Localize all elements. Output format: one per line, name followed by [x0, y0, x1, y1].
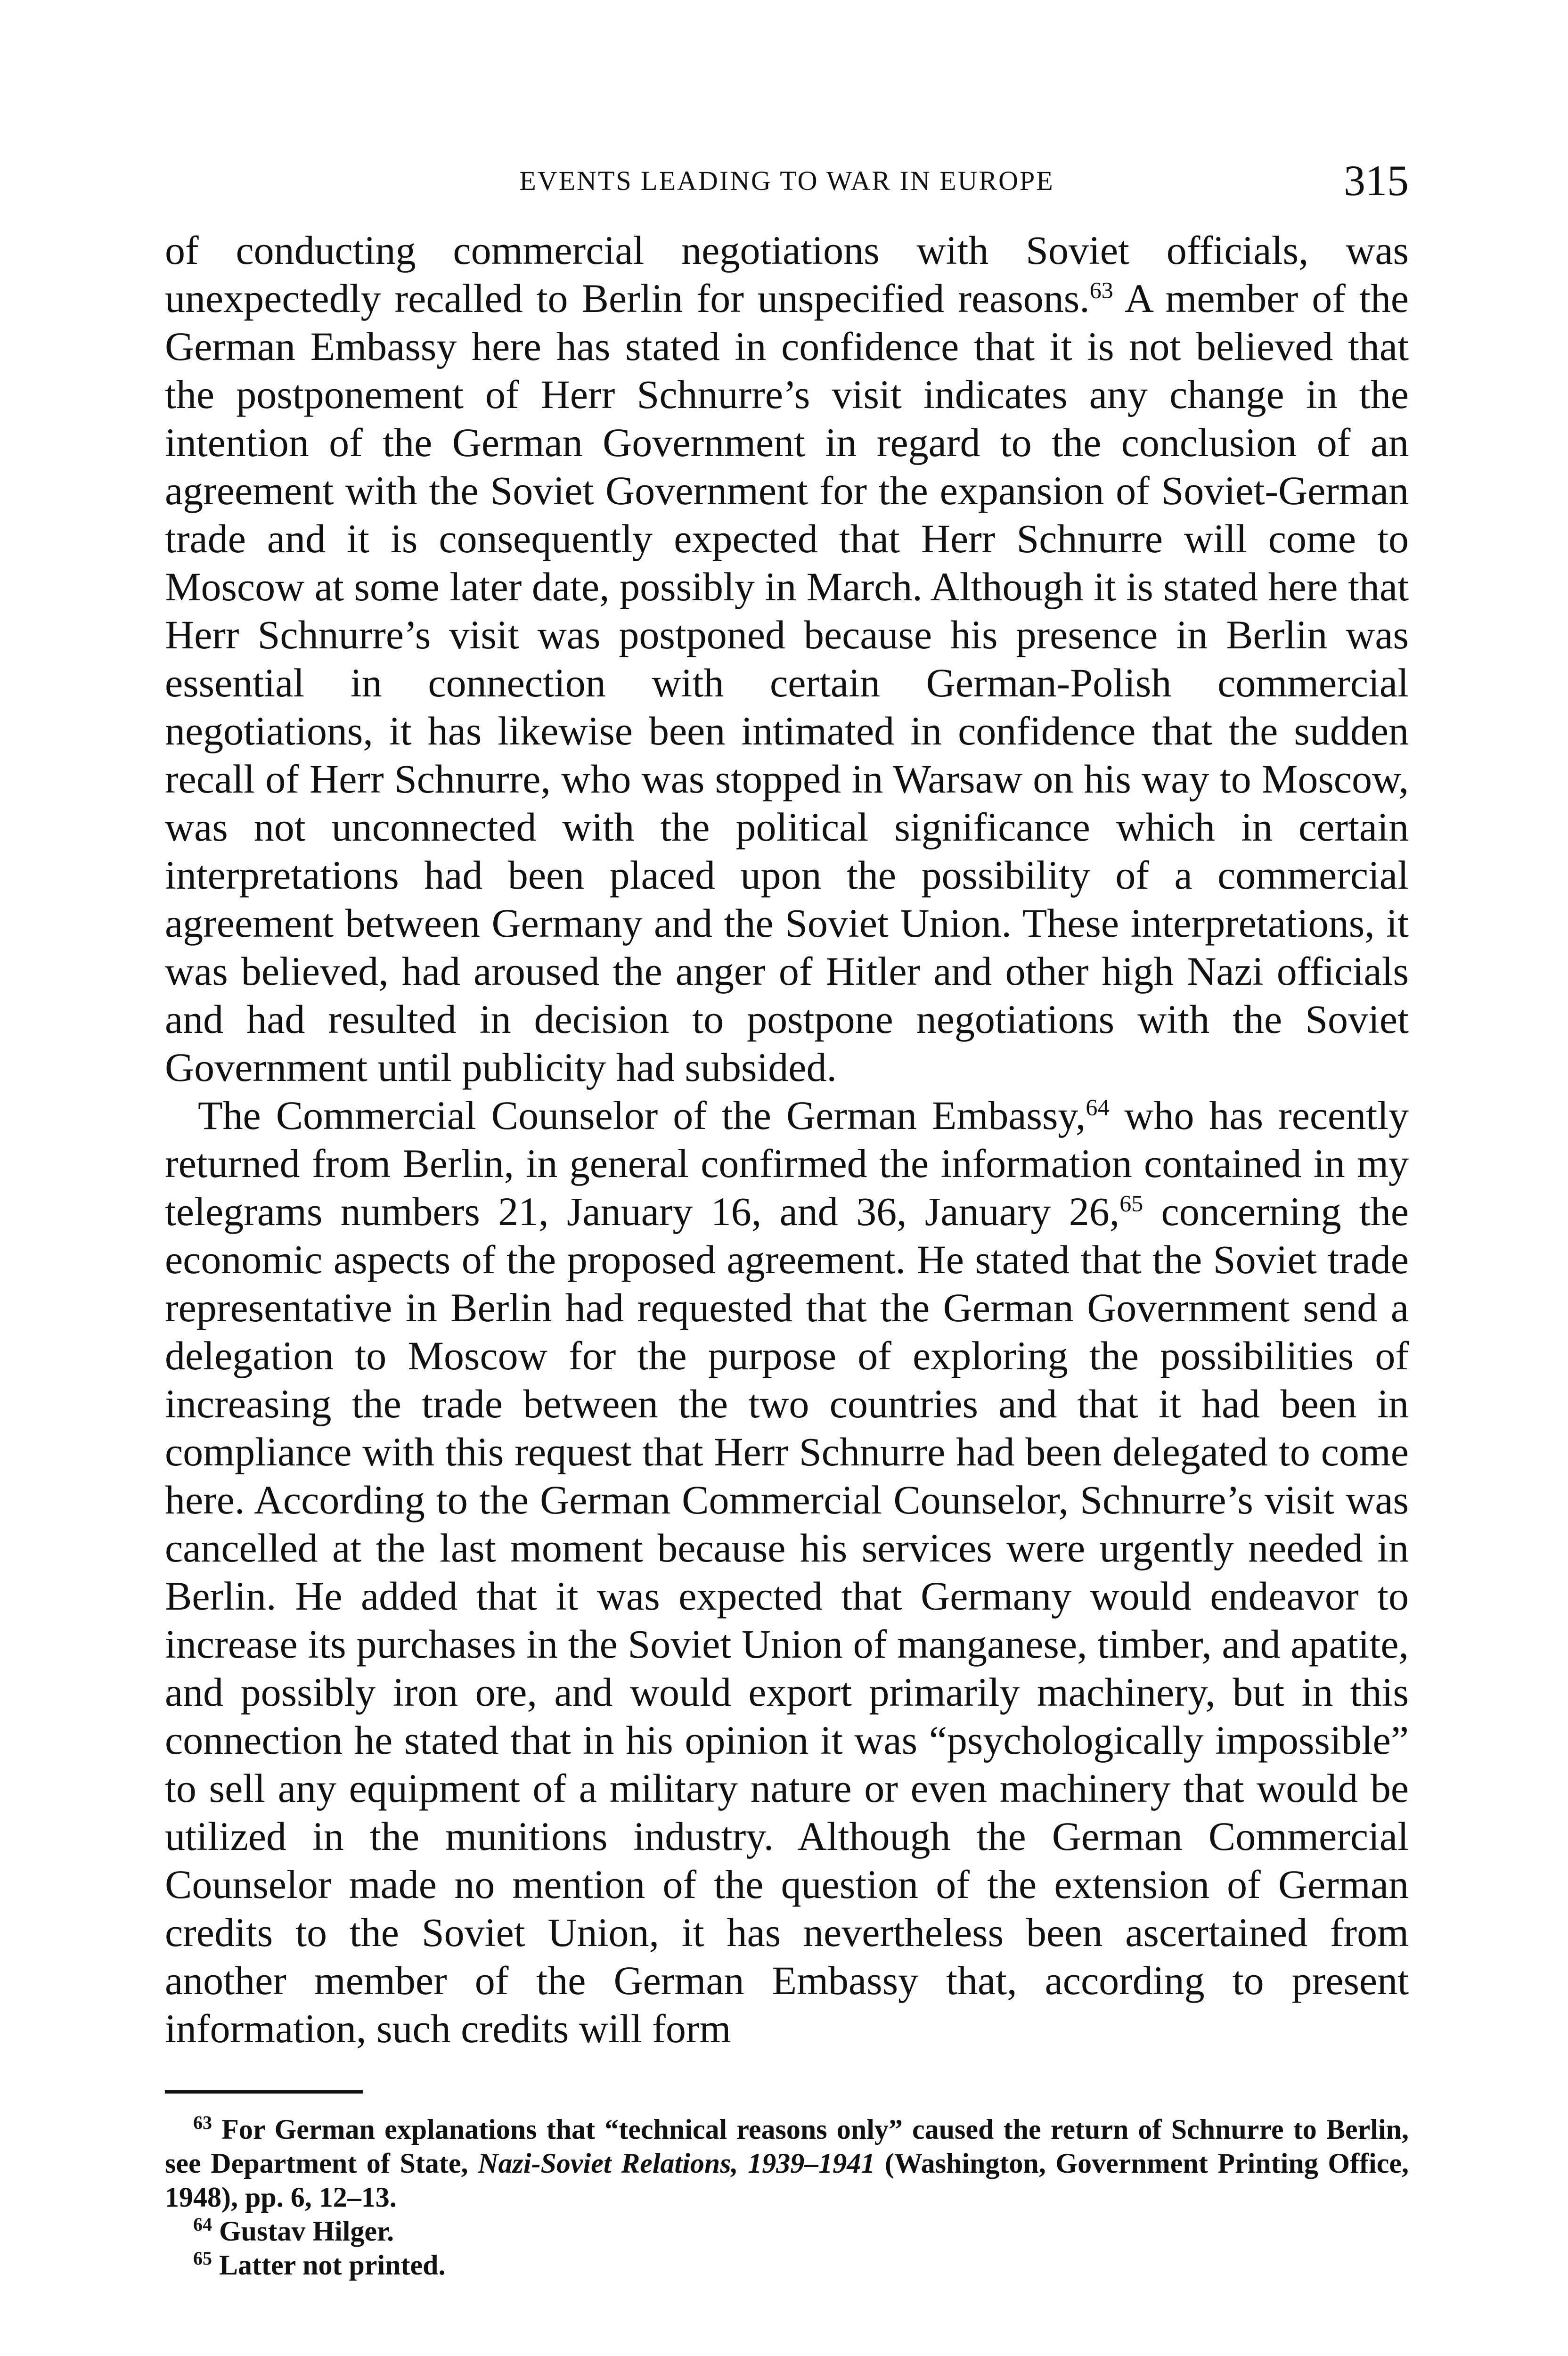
footnote-63-text-a: For German explanations that “technical reasons only” caused the return of Schnurre to Berlin, see Department of State, — [165, 2114, 1409, 2179]
footnote-64-text: Gustav Hilger. — [219, 2216, 394, 2247]
footnote-number-65: 65 — [193, 2248, 212, 2269]
running-title: EVENTS LEADING TO WAR IN EUROPE — [519, 165, 1054, 196]
footnote-63 — [165, 2112, 1409, 2214]
paragraph-2-text-c: concerning the economic aspects of the proposed agreement. He stated that the Soviet trade representative in Berlin had requested that the German Government send a delegation to Moscow for the purpose of exploring the possibilities of increasing the trade between the two countries and that it had been in compliance with this request that Herr Schnurre had been delegated to come here. According to the German Commercial Counselor, Schnurre’s visit was cancelled at the last moment because his services were urgently needed in Berlin. He added that it was expected that Germany would endeavor to increase its purchases in the Soviet Union of manganese, timber, and apatite, and possibly iron ore, and would export primarily machinery, but in this connection he stated that in his opinion it was “psychologically impossible” to sell any equipment of a military nature or even machinery that would be utilized in the munitions industry. Although the German Commercial Counselor made no mention of the question of the extension of German credits to the Soviet Union, it has nevertheless been ascertained from another member of the German Embassy that, according to present information, such credits will form — [165, 1189, 1409, 2051]
paragraph-1-text-a: of conducting commercial negotiations with Soviet officials, was unexpectedly recalled to Berlin for unspecified reasons. — [165, 228, 1409, 321]
footnote-64 — [165, 2214, 1409, 2248]
footnote-ref-64: 64 — [1086, 1094, 1110, 1121]
page-number: 315 — [1344, 156, 1409, 205]
footnote-number-64: 64 — [193, 2214, 212, 2235]
paragraph-1-text-b: A member of the German Embassy here has stated in confidence that it is not believed that the postponement of Herr Schnurre’s visit indicates any change in the intention of the German Government in regard to the conclusion of an agreement with the Soviet Government for the expansion of Soviet-German trade and it is consequently expected that Herr Schnurre will come to Moscow at some later date, possibly in March. Although it is stated here that Herr Schnurre’s visit was postponed because his presence in Berlin was essential in connection with certain German-Polish commercial negotiations, it has likewise been intimated in confidence that the sudden recall of Herr Schnurre, who was stopped in Warsaw on his way to Moscow, was not unconnected with the political significance which in certain interpretations had been placed upon the possibility of a commercial agreement between Germany and the Soviet Union. These interpretations, it was believed, had aroused the anger of Hitler and other high Nazi officials and had resulted in decision to postpone negotiations with the Soviet Government until publicity had subsided. — [165, 276, 1409, 1090]
footnote-63-title: Nazi-Soviet Relations, 1939–1941 — [478, 2148, 875, 2179]
paragraph-1 — [165, 226, 1409, 1091]
running-header — [165, 155, 1409, 212]
document-page — [165, 155, 1409, 2282]
paragraph-2-text-a: The Commercial Counselor of the German Embassy, — [198, 1093, 1086, 1138]
footnote-65-text: Latter not printed. — [219, 2250, 446, 2281]
footnotes — [165, 2112, 1409, 2282]
footnote-divider — [165, 2090, 363, 2094]
footnote-ref-63: 63 — [1089, 277, 1113, 303]
footnote-65 — [165, 2248, 1409, 2282]
footnote-63-text-b: (Washington, Government Printing Office, 1948), pp. 6, 12–13. — [165, 2148, 1409, 2213]
footnote-ref-65: 65 — [1119, 1190, 1143, 1217]
paragraph-2-text-b: who has recently returned from Berlin, in general confirmed the information contained in my telegrams numbers 21, January 16, and 36, January 26, — [165, 1093, 1409, 1234]
body-text — [165, 226, 1409, 2053]
paragraph-2 — [165, 1091, 1409, 2053]
footnote-number-63: 63 — [193, 2112, 212, 2133]
